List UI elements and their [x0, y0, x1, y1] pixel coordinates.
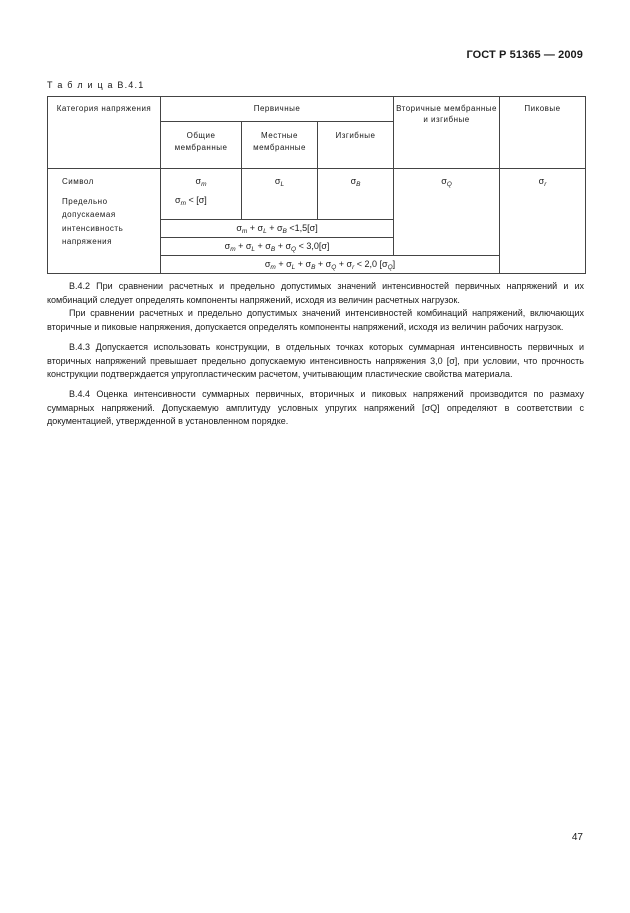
- label-allowable: Предельно допускаемая интенсивность напряжения: [62, 196, 124, 246]
- symbol-sigma-m: $\sigma_m$: [161, 169, 242, 191]
- formula-primary: $\sigma_m + \sigma_L + \sigma_B <1,5[\sigma]$: [161, 220, 394, 238]
- row-labels: [48, 169, 161, 274]
- page-number: 47: [571, 832, 583, 843]
- paragraph-b43: В.4.3 Допускается использовать конструкции, в отдельных точках которых суммарная интенсивность первичных и вторичных напряжений превышает предельно допускаемую интенсивность напряжения 3,0 [σ], при условии, что прочность конструкции подтверждается упругопластическим расчетом, учитывающим пластические свойства материала.: [47, 342, 584, 379]
- subheader-local-membrane: Местные мембранные: [242, 122, 318, 169]
- paragraph-b42-cont: При сравнении расчетных и предельно допустимых значений интенсивностей комбинаций напряжений, включающих вторичные и пиковые напряжения, допускается определять компоненты напряжений, исходя из величин рабочих нагрузок.: [47, 308, 584, 332]
- symbol-sigma-b: $\sigma_B$: [318, 169, 394, 220]
- header-category: Категория напряжения: [48, 97, 161, 169]
- stress-table: [47, 96, 586, 274]
- header-primary: Первичные: [161, 97, 394, 122]
- header-secondary: Вторичные мембранные и изгибные: [394, 97, 500, 169]
- symbol-sigma-l: $\sigma_L$: [242, 169, 318, 220]
- formula-total: $\sigma_m + \sigma_L + \sigma_B + \sigma_Q + \sigma_r < 2,0$ $[\sigma_Q]$: [161, 256, 500, 274]
- symbol-sigma-r: $\sigma_r$: [500, 169, 586, 274]
- document-header: ГОСТ Р 51365 — 2009: [466, 49, 583, 61]
- symbol-sigma-q: $\sigma_Q$: [394, 169, 500, 256]
- formula-primary-secondary: $\sigma_m + \sigma_L + \sigma_B + \sigma_Q < 3,0[\sigma]$: [161, 238, 394, 256]
- table-header-row: [48, 97, 586, 122]
- table-title: Т а б л и ц а В.4.1: [47, 80, 145, 90]
- paragraph-b44: В.4.4 Оценка интенсивности суммарных первичных, вторичных и пиковых напряжений производится по размаху суммарных напряжений. Допускаемую амплитуду условных упругих напряжений [σQ] определяют в соответствии с документацией, утвержденной в установленном порядке.: [47, 389, 584, 426]
- header-peak: Пиковые: [500, 97, 586, 169]
- subheader-general-membrane: Общие мембранные: [161, 122, 242, 169]
- label-symbol: Символ: [62, 177, 94, 186]
- subheader-bending: Изгибные: [318, 122, 394, 169]
- inequality-sigma-m: $\sigma_m < [\sigma]$: [161, 190, 242, 220]
- paragraph-b42: В.4.2 При сравнении расчетных и предельно допустимых значений интенсивностей первичных напряжений и их комбинаций следует определять компоненты напряжений, исходя из величин расчетных нагрузок.: [47, 281, 584, 305]
- table-symbol-row: [48, 169, 586, 191]
